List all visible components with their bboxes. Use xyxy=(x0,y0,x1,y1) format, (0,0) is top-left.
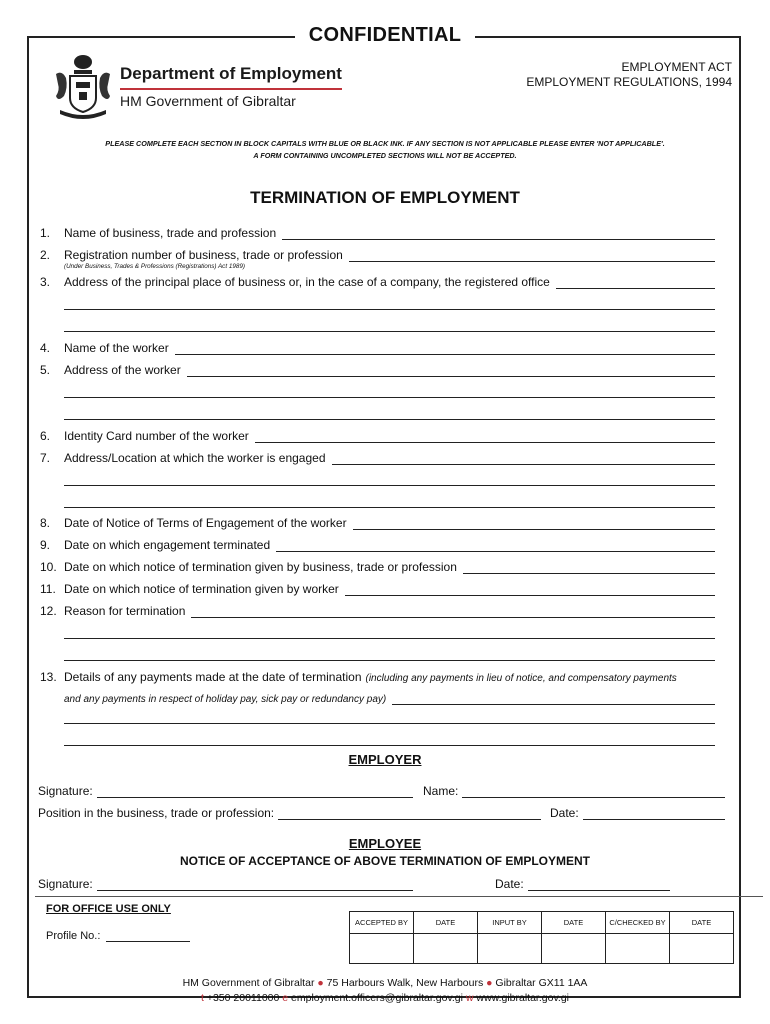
act-line-2: EMPLOYMENT REGULATIONS, 1994 xyxy=(526,75,732,89)
principal-address-line-3[interactable] xyxy=(64,331,715,332)
employee-subheading: NOTICE OF ACCEPTANCE OF ABOVE TERMINATION OF EMPLOYMENT xyxy=(180,854,590,868)
payments-note-2: and any payments in respect of holiday pay, sick pay or redundancy pay) xyxy=(64,694,387,705)
reason-line-2[interactable] xyxy=(64,638,715,639)
email-label: e xyxy=(282,992,289,1004)
web-label: w xyxy=(465,992,474,1004)
bullet-icon: ● xyxy=(486,977,493,989)
payments-line-2[interactable] xyxy=(64,723,715,724)
item-label: Registration number of business, trade or profession xyxy=(64,248,343,262)
item-number: 4. xyxy=(40,341,51,355)
principal-address-field[interactable] xyxy=(556,278,715,289)
act-line-1: EMPLOYMENT ACT xyxy=(621,60,732,74)
footer-org: HM Government of Gibraltar xyxy=(182,977,315,989)
employer-position-field[interactable] xyxy=(278,809,541,820)
item-label: Details of any payments made at the date of termination xyxy=(64,670,362,684)
employer-date-field[interactable] xyxy=(583,809,725,820)
worker-address-line-3[interactable] xyxy=(64,419,715,420)
item-label: Name of business, trade and profession xyxy=(64,226,277,240)
employee-date-field[interactable] xyxy=(528,880,670,891)
item-id-card xyxy=(40,427,715,443)
item-label: Date on which notice of termination given by business, trade or profession xyxy=(64,560,457,574)
date-cell[interactable] xyxy=(670,934,734,964)
footer-contact xyxy=(0,991,770,1006)
item-number: 11. xyxy=(40,582,56,596)
item-payments xyxy=(40,668,715,684)
instructions xyxy=(0,138,770,162)
reason-field[interactable] xyxy=(191,607,715,618)
date-cell[interactable] xyxy=(414,934,478,964)
notice-date-field[interactable] xyxy=(353,519,715,530)
employer-signature-field[interactable] xyxy=(97,787,413,798)
business-name-field[interactable] xyxy=(282,229,715,240)
work-location-line-2[interactable] xyxy=(64,485,715,486)
department-subtitle: HM Government of Gibraltar xyxy=(120,93,296,109)
signature-label: Signature: xyxy=(38,784,93,798)
employee-signature-field[interactable] xyxy=(97,880,413,891)
profile-number xyxy=(46,930,190,942)
col-accepted-by: ACCEPTED BY xyxy=(350,912,414,934)
reason-line-3[interactable] xyxy=(64,660,715,661)
registration-note: (Under Business, Trades & Professions (Registrations) Act 1989) xyxy=(64,263,245,270)
item-reason xyxy=(40,602,715,618)
worker-address-field[interactable] xyxy=(187,366,715,377)
col-checked-by: C/CHECKED BY xyxy=(606,912,670,934)
business-notice-date-field[interactable] xyxy=(463,563,715,574)
department-title: Department of Employment xyxy=(120,64,342,83)
item-worker-address xyxy=(40,361,715,377)
work-location-line-3[interactable] xyxy=(64,507,715,508)
employee-heading: EMPLOYEE xyxy=(348,836,422,851)
employer-date xyxy=(550,804,725,820)
principal-address-line-2[interactable] xyxy=(64,309,715,310)
payments-line-3[interactable] xyxy=(64,745,715,746)
item-label: Identity Card number of the worker xyxy=(64,429,249,443)
item-number: 5. xyxy=(40,363,51,377)
department-divider xyxy=(120,88,342,90)
footer-web-link[interactable]: www.gibraltar.gov.gi xyxy=(476,992,570,1004)
office-use-heading: FOR OFFICE USE ONLY xyxy=(46,903,171,915)
payments-note-1: (including any payments in lieu of notice, and compensatory payments xyxy=(365,673,677,684)
item-number: 1. xyxy=(40,226,51,240)
form-title: TERMINATION OF EMPLOYMENT xyxy=(250,188,520,207)
employer-position xyxy=(38,804,541,820)
item-label: Reason for termination xyxy=(64,604,186,618)
position-label: Position in the business, trade or profession: xyxy=(38,806,275,820)
profile-number-field[interactable] xyxy=(106,931,190,942)
input-by-cell[interactable] xyxy=(478,934,542,964)
item-number: 10. xyxy=(40,560,57,574)
item-principal-address xyxy=(40,273,715,289)
phone-label: t xyxy=(200,992,204,1004)
office-table-row xyxy=(350,934,734,964)
item-business-notice-date xyxy=(40,558,715,574)
footer-phone: +350 20011000 xyxy=(206,992,280,1004)
item-payments-cont xyxy=(64,689,715,705)
item-worker-notice-date xyxy=(40,580,715,596)
act-reference xyxy=(526,60,732,90)
termination-date-field[interactable] xyxy=(276,541,715,552)
item-label: Date on which engagement terminated xyxy=(64,538,271,552)
signature-label: Signature: xyxy=(38,877,93,891)
employee-date xyxy=(495,875,670,891)
item-label: Address of the principal place of business or, in the case of a company, the registered office xyxy=(64,275,550,289)
office-divider xyxy=(35,896,763,897)
item-label: Date of Notice of Terms of Engagement of the worker xyxy=(64,516,347,530)
office-table-header xyxy=(350,912,734,934)
accepted-by-cell[interactable] xyxy=(350,934,414,964)
employer-signature xyxy=(38,782,413,798)
employer-name-field[interactable] xyxy=(462,787,725,798)
work-location-field[interactable] xyxy=(332,454,716,465)
item-notice-date xyxy=(40,514,715,530)
item-number: 6. xyxy=(40,429,51,443)
item-business-name xyxy=(40,224,715,240)
employer-name xyxy=(423,782,725,798)
checked-by-cell[interactable] xyxy=(606,934,670,964)
item-number: 9. xyxy=(40,538,51,552)
item-number: 3. xyxy=(40,275,51,289)
name-label: Name: xyxy=(423,784,459,798)
item-work-location xyxy=(40,449,715,465)
footer-address-1: 75 Harbours Walk, New Harbours xyxy=(326,977,484,989)
office-use-table xyxy=(349,911,734,964)
item-number: 12. xyxy=(40,604,57,618)
worker-name-field[interactable] xyxy=(175,344,715,355)
col-date: DATE xyxy=(542,912,606,934)
employer-heading: EMPLOYER xyxy=(348,752,422,767)
payments-field[interactable] xyxy=(392,694,715,705)
worker-address-line-2[interactable] xyxy=(64,397,715,398)
item-number: 7. xyxy=(40,451,51,465)
item-label: Date on which notice of termination given by worker xyxy=(64,582,339,596)
date-cell[interactable] xyxy=(542,934,606,964)
item-registration-number xyxy=(40,246,715,262)
instructions-line-1: PLEASE COMPLETE EACH SECTION IN BLOCK CAPITALS WITH BLUE OR BLACK INK. IF ANY SECTION IS NOT APPLICABLE PLEASE ENTER 'NOT APPLICABLE'. xyxy=(105,139,665,148)
bullet-icon: ● xyxy=(317,977,324,989)
crest-icon xyxy=(52,50,114,120)
item-label: Name of the worker xyxy=(64,341,169,355)
id-card-field[interactable] xyxy=(255,432,715,443)
employee-signature xyxy=(38,875,413,891)
footer-address-2: Gibraltar GX11 1AA xyxy=(495,977,588,989)
date-label: Date: xyxy=(550,806,579,820)
item-label: Address/Location at which the worker is engaged xyxy=(64,451,326,465)
worker-notice-date-field[interactable] xyxy=(345,585,715,596)
footer-email-link[interactable]: employment.officers@gibraltar.gov.gi xyxy=(291,992,463,1004)
profile-label: Profile No.: xyxy=(46,930,101,942)
footer-address xyxy=(0,976,770,991)
confidential-banner: CONFIDENTIAL xyxy=(0,24,770,47)
item-termination-date xyxy=(40,536,715,552)
item-number: 13. xyxy=(40,670,57,684)
date-label: Date: xyxy=(495,877,524,891)
registration-number-field[interactable] xyxy=(349,251,715,262)
item-number: 2. xyxy=(40,248,51,262)
col-input-by: INPUT BY xyxy=(478,912,542,934)
item-label: Address of the worker xyxy=(64,363,181,377)
instructions-line-2: A FORM CONTAINING UNCOMPLETED SECTIONS WILL NOT BE ACCEPTED. xyxy=(253,151,517,160)
col-date: DATE xyxy=(414,912,478,934)
item-worker-name xyxy=(40,339,715,355)
item-number: 8. xyxy=(40,516,51,530)
col-date: DATE xyxy=(670,912,734,934)
